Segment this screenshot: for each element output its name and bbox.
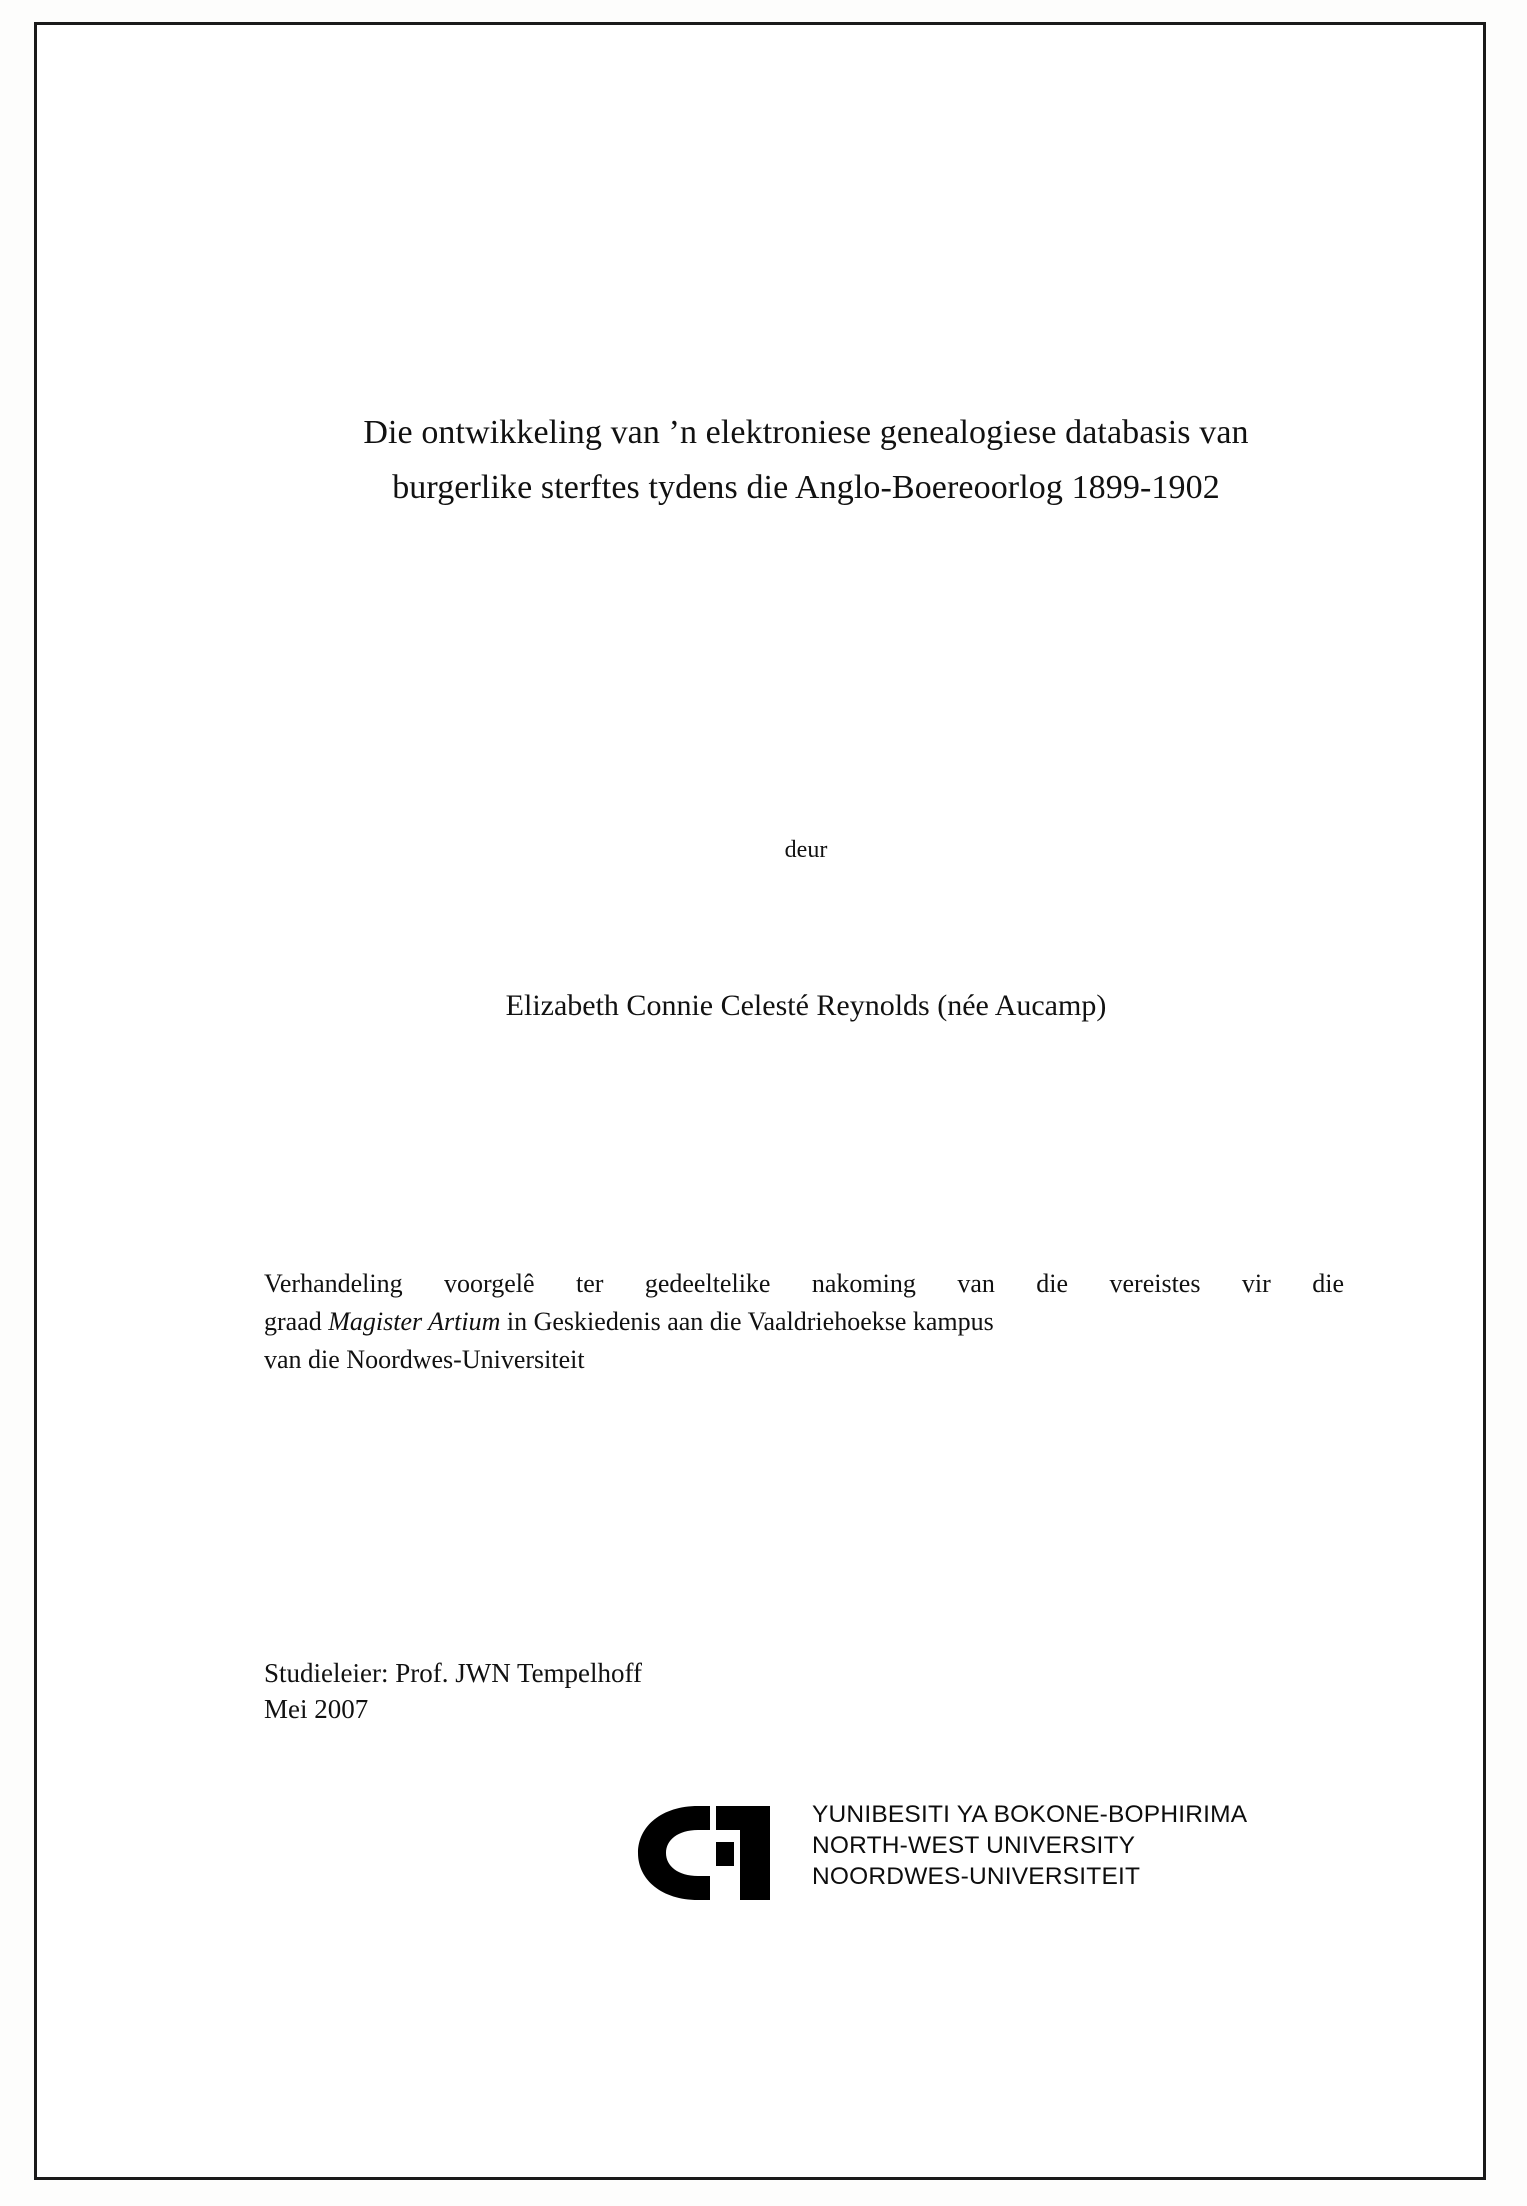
- page-content-area: [81, 57, 1513, 2195]
- north-west-university-logo-icon: [624, 1798, 809, 1908]
- thesis-title: [226, 405, 1386, 515]
- degree-statement-line-2: [264, 1303, 1344, 1341]
- logo-text-line-1: YUNIBESITI YA BOKONE-BOPHIRIMA: [812, 1801, 1248, 1828]
- logo-text-line-3: NOORDWES-UNIVERSITEIT: [812, 1862, 1141, 1890]
- degree-statement-line-3: van die Noordwes-Universiteit: [264, 1344, 585, 1374]
- title-page-content: [226, 57, 1386, 2195]
- thesis-title-line-2: burgerlike sterftes tydens die Anglo-Boereoorlog 1899-1902: [392, 469, 1220, 507]
- university-logo-text: [812, 1800, 1247, 1893]
- degree-statement-line-1: Verhandeling voorgelê ter gedeeltelike nakoming van die vereistes vir die: [264, 1269, 1344, 1298]
- university-logo-block: [624, 1792, 1248, 1922]
- by-label: deur: [784, 837, 828, 863]
- supervisor-block: [264, 1655, 1264, 1727]
- logo-text-line-2: NORTH-WEST UNIVERSITY: [812, 1831, 1136, 1859]
- degree-statement: [264, 1265, 1344, 1379]
- submission-date: Mei 2007: [264, 1694, 369, 1725]
- degree-name-italic: Magister Artium: [328, 1306, 501, 1336]
- thesis-title-line-1: Die ontwikkeling van ’n elektroniese genealogiese databasis van: [363, 414, 1249, 451]
- page-border-frame: [34, 22, 1486, 2180]
- degree-statement-line-2-suffix: in Geskiedenis aan die Vaaldriehoekse kampus: [500, 1306, 994, 1336]
- degree-statement-line-2-prefix: graad: [264, 1306, 329, 1336]
- author-name: Elizabeth Connie Celesté Reynolds (née Aucamp): [505, 989, 1107, 1022]
- supervisor-name: Studieleier: Prof. JWN Tempelhoff: [264, 1658, 643, 1688]
